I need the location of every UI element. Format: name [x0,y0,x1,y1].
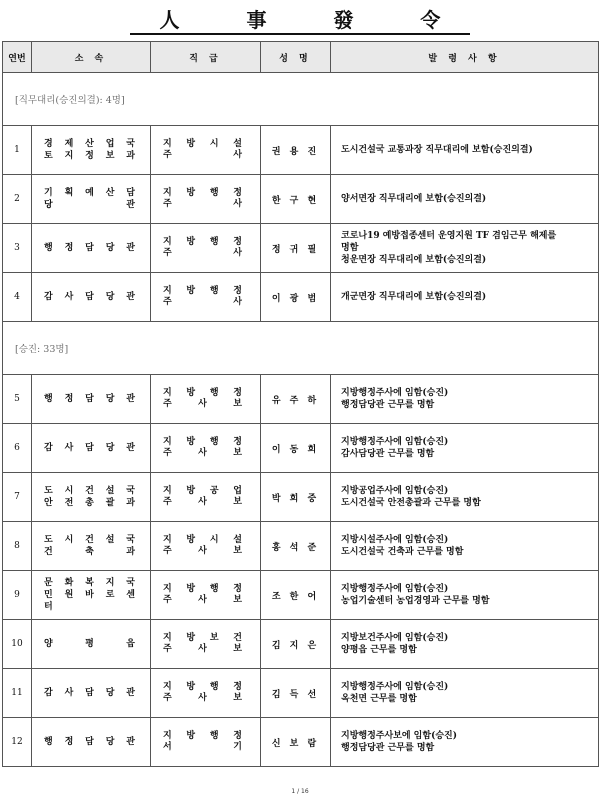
person-name: 조 한 어 [261,571,331,620]
rank-line: 지 방 공 업 [163,486,246,496]
table-row [3,571,599,620]
person-name: 유 주 하 [261,375,331,424]
order-line: 양평읍 근무를 명함 [341,645,417,655]
rank-cell [151,273,261,322]
serial-number: 3 [3,224,32,273]
department-line: 도 시 건 설 국 [44,486,138,496]
rank-line: 주 사 [163,248,246,258]
table-row [3,175,599,224]
order-line: 지방행정주사에 임함(승진) [341,388,449,398]
order-line: 지방행정주사에 임함(승진) [341,682,449,692]
header-order: 발 령 사 항 [331,42,599,73]
section-label: [직무대리(승진의결): 4명] [3,73,599,126]
department-cell [32,620,151,669]
rank-line: 지 방 행 정 [163,388,246,398]
rank-line: 지 방 시 설 [163,535,246,545]
rank-line: 지 방 보 건 [163,633,246,643]
department-line: 양 평 읍 [44,639,138,649]
person-name: 박 희 중 [261,473,331,522]
department-cell [32,473,151,522]
department-cell [32,571,151,620]
rank-line: 지 방 행 정 [163,682,246,692]
order-line: 농업기술센터 농업경영과 근무를 명함 [341,596,490,606]
rank-line: 주 사 보 [163,497,246,507]
header-name: 성 명 [261,42,331,73]
department-cell [32,522,151,571]
rank-cell [151,473,261,522]
rank-cell [151,175,261,224]
order-line: 지방행정주사에 임함(승진) [341,584,449,594]
table-row [3,522,599,571]
department-line: 기 획 예 산 담 당 관 [44,188,138,210]
serial-number: 9 [3,571,32,620]
order-cell [331,424,599,473]
person-name: 정 귀 필 [261,224,331,273]
table-row [3,273,599,322]
person-name: 권 용 진 [261,126,331,175]
header-department: 소 속 [32,42,151,73]
department-cell [32,718,151,767]
rank-cell [151,571,261,620]
department-cell [32,375,151,424]
department-cell [32,175,151,224]
order-line: 감사담당관 근무를 명함 [341,449,435,459]
person-name: 김 지 은 [261,620,331,669]
order-line: 지방행정주사보에 임함(승진) [341,731,457,741]
department-line: 토 지 정 보 과 [44,151,138,161]
order-line: 행정담당관 근무를 명함 [341,743,435,753]
serial-number: 5 [3,375,32,424]
table-row [3,224,599,273]
order-cell [331,175,599,224]
table-row [3,375,599,424]
department-line: 감 사 담 당 관 [44,688,138,698]
table-row [3,620,599,669]
order-cell [331,273,599,322]
department-line: 민 원 바 로 센 터 [44,590,138,612]
order-line: 도시건설국 건축과 근무를 명함 [341,547,464,557]
serial-number: 8 [3,522,32,571]
department-cell [32,224,151,273]
rank-line: 주 사 보 [163,644,246,654]
department-line: 문 화 복 지 국 [44,578,138,588]
rank-line: 지 방 행 정 [163,237,246,247]
rank-line: 주 사 [163,297,246,307]
order-line: 행정담당관 근무를 명함 [341,400,435,410]
person-name: 이 광 범 [261,273,331,322]
order-line: 도시건설국 교통과장 직무대리에 보함(승진의결) [341,145,533,155]
serial-number: 12 [3,718,32,767]
order-line: 지방보건주사에 임함(승진) [341,633,449,643]
order-line: 도시건설국 안전총괄과 근무를 명함 [341,498,481,508]
person-name: 이 동 희 [261,424,331,473]
rank-line: 지 방 행 정 [163,286,246,296]
order-cell [331,522,599,571]
rank-line: 주 사 [163,199,246,209]
rank-line: 서 기 [163,742,246,752]
page-number: 1 / 16 [291,788,309,795]
rank-line: 지 방 행 정 [163,731,246,741]
section-header-row [3,322,599,375]
order-cell [331,620,599,669]
table-header-row [3,42,599,73]
department-line: 경 제 산 업 국 [44,139,138,149]
order-cell [331,669,599,718]
department-cell [32,126,151,175]
order-cell [331,571,599,620]
rank-cell [151,375,261,424]
rank-cell [151,126,261,175]
rank-line: 주 사 보 [163,448,246,458]
order-cell [331,718,599,767]
table-row [3,473,599,522]
person-name: 김 득 선 [261,669,331,718]
serial-number: 2 [3,175,32,224]
department-line: 감 사 담 당 관 [44,292,138,302]
order-line: 옥천면 근무를 명함 [341,694,417,704]
person-name: 신 보 람 [261,718,331,767]
document-title: 人 事 發 令 [0,4,600,33]
order-line: 청운면장 직무대리에 보함(승진의결) [341,255,487,265]
table-row [3,669,599,718]
order-cell [331,473,599,522]
personnel-order-table [2,41,599,767]
rank-cell [151,224,261,273]
rank-line: 지 방 시 설 [163,139,246,149]
person-name: 홍 석 준 [261,522,331,571]
order-cell [331,375,599,424]
rank-line: 주 사 보 [163,693,246,703]
order-line: 명함 [341,243,359,253]
serial-number: 10 [3,620,32,669]
order-line: 코로나19 예방접종센터 운영지원 TF 겸임근무 해제를 [341,231,557,241]
rank-cell [151,424,261,473]
table-row [3,718,599,767]
rank-cell [151,669,261,718]
rank-cell [151,620,261,669]
serial-number: 7 [3,473,32,522]
department-line: 안 전 총 괄 과 [44,498,138,508]
rank-line: 주 사 보 [163,399,246,409]
department-line: 행 정 담 당 관 [44,394,138,404]
person-name: 한 구 현 [261,175,331,224]
header-rank: 직 급 [151,42,261,73]
department-cell [32,273,151,322]
order-line: 지방행정주사에 임함(승진) [341,437,449,447]
table-row [3,424,599,473]
department-cell [32,424,151,473]
serial-number: 4 [3,273,32,322]
department-line: 행 정 담 당 관 [44,243,138,253]
rank-line: 주 사 보 [163,546,246,556]
section-label: [승진: 33명] [3,322,599,375]
order-line: 개군면장 직무대리에 보함(승진의결) [341,292,487,302]
department-cell [32,669,151,718]
rank-line: 주 사 [163,150,246,160]
serial-number: 11 [3,669,32,718]
rank-line: 지 방 행 정 [163,437,246,447]
table-row [3,126,599,175]
rank-line: 지 방 행 정 [163,584,246,594]
rank-cell [151,522,261,571]
order-line: 양서면장 직무대리에 보함(승진의결) [341,194,487,204]
department-line: 행 정 담 당 관 [44,737,138,747]
department-line: 건 축 과 [44,547,138,557]
header-serial: 연번 [3,42,32,73]
rank-line: 주 사 보 [163,595,246,605]
department-line: 감 사 담 당 관 [44,443,138,453]
serial-number: 1 [3,126,32,175]
order-cell [331,126,599,175]
rank-line: 지 방 행 정 [163,188,246,198]
section-header-row [3,73,599,126]
order-cell [331,224,599,273]
department-line: 도 시 건 설 국 [44,535,138,545]
order-line: 지방공업주사에 임함(승진) [341,486,449,496]
serial-number: 6 [3,424,32,473]
order-line: 지방시설주사에 임함(승진) [341,535,449,545]
rank-cell [151,718,261,767]
